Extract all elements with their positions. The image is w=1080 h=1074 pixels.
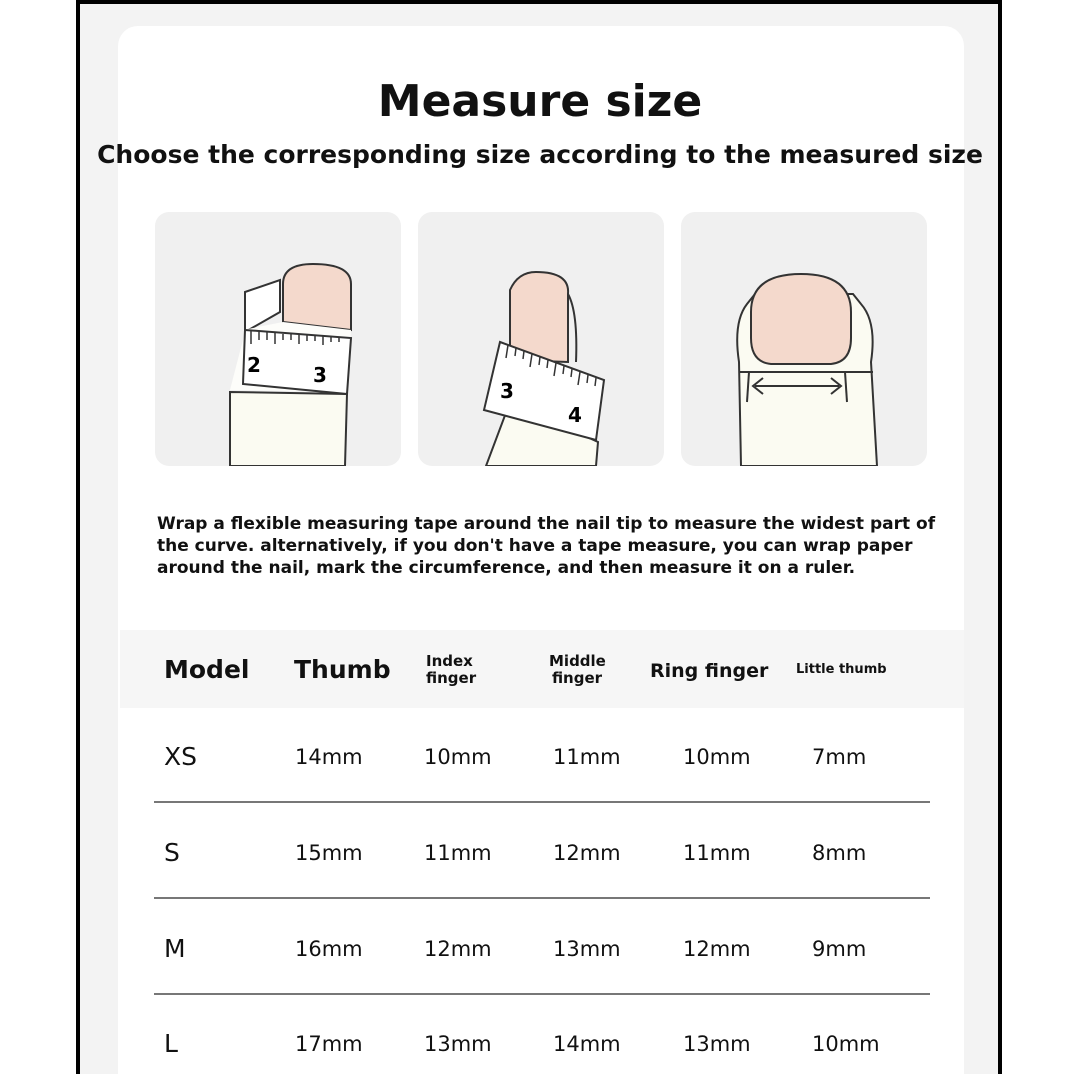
cell-l-little: 10mm: [812, 1032, 880, 1056]
cell-l-index: 13mm: [424, 1032, 492, 1056]
cell-xs-little: 7mm: [812, 745, 867, 769]
thumb-tape-illustration: [155, 212, 401, 466]
cell-s-thumb: 15mm: [295, 841, 363, 865]
cell-s-index: 11mm: [424, 841, 492, 865]
cell-xs-index: 10mm: [424, 745, 492, 769]
cell-xs-middle: 11mm: [553, 745, 621, 769]
cell-m-ring: 12mm: [683, 937, 751, 961]
cell-l-middle: 14mm: [553, 1032, 621, 1056]
header-middle-finger: [549, 653, 605, 687]
row-model-m: M: [164, 934, 186, 963]
cell-m-little: 9mm: [812, 937, 867, 961]
cell-m-thumb: 16mm: [295, 937, 363, 961]
cell-l-ring: 13mm: [683, 1032, 751, 1056]
page-title: Measure size: [377, 76, 703, 127]
page-subtitle: Choose the corresponding size according to the measured size: [97, 140, 983, 169]
row-model-s: S: [164, 838, 180, 867]
measurement-instructions: Wrap a flexible measuring tape around the nail tip to measure the widest part of the curve. alternatively, if you don't have a tape measure, you can wrap paper around the nail, mark the circumference, and then measure it on a ruler.: [157, 514, 936, 578]
header-little-thumb: Little thumb: [796, 662, 887, 677]
cell-s-little: 8mm: [812, 841, 867, 865]
tape-number-3: 3: [313, 363, 327, 387]
cell-xs-thumb: 14mm: [295, 745, 363, 769]
header-index-line2: finger: [426, 669, 477, 687]
cell-xs-ring: 10mm: [683, 745, 751, 769]
row-divider: [154, 993, 930, 995]
cell-m-middle: 13mm: [553, 937, 621, 961]
tape-number-3: 3: [500, 379, 514, 403]
header-index-line1: Index: [426, 652, 473, 670]
cell-m-index: 12mm: [424, 937, 492, 961]
header-thumb: Thumb: [294, 655, 391, 684]
finger-tape-illustration: [418, 212, 664, 466]
row-divider: [154, 801, 930, 803]
row-model-xs: XS: [164, 742, 197, 771]
header-index-finger: [426, 652, 477, 687]
header-ring-finger: Ring finger: [650, 660, 769, 682]
row-model-l: L: [164, 1029, 178, 1058]
tape-number-2: 2: [247, 353, 261, 377]
cell-s-middle: 12mm: [553, 841, 621, 865]
nail-width-illustration: [681, 212, 927, 466]
header-middle-line1: Middle: [549, 652, 606, 670]
cell-s-ring: 11mm: [683, 841, 751, 865]
row-divider: [154, 897, 930, 899]
cell-l-thumb: 17mm: [295, 1032, 363, 1056]
header-model: Model: [164, 655, 250, 684]
header-middle-line2: finger: [551, 669, 603, 687]
tape-number-4: 4: [568, 403, 582, 427]
